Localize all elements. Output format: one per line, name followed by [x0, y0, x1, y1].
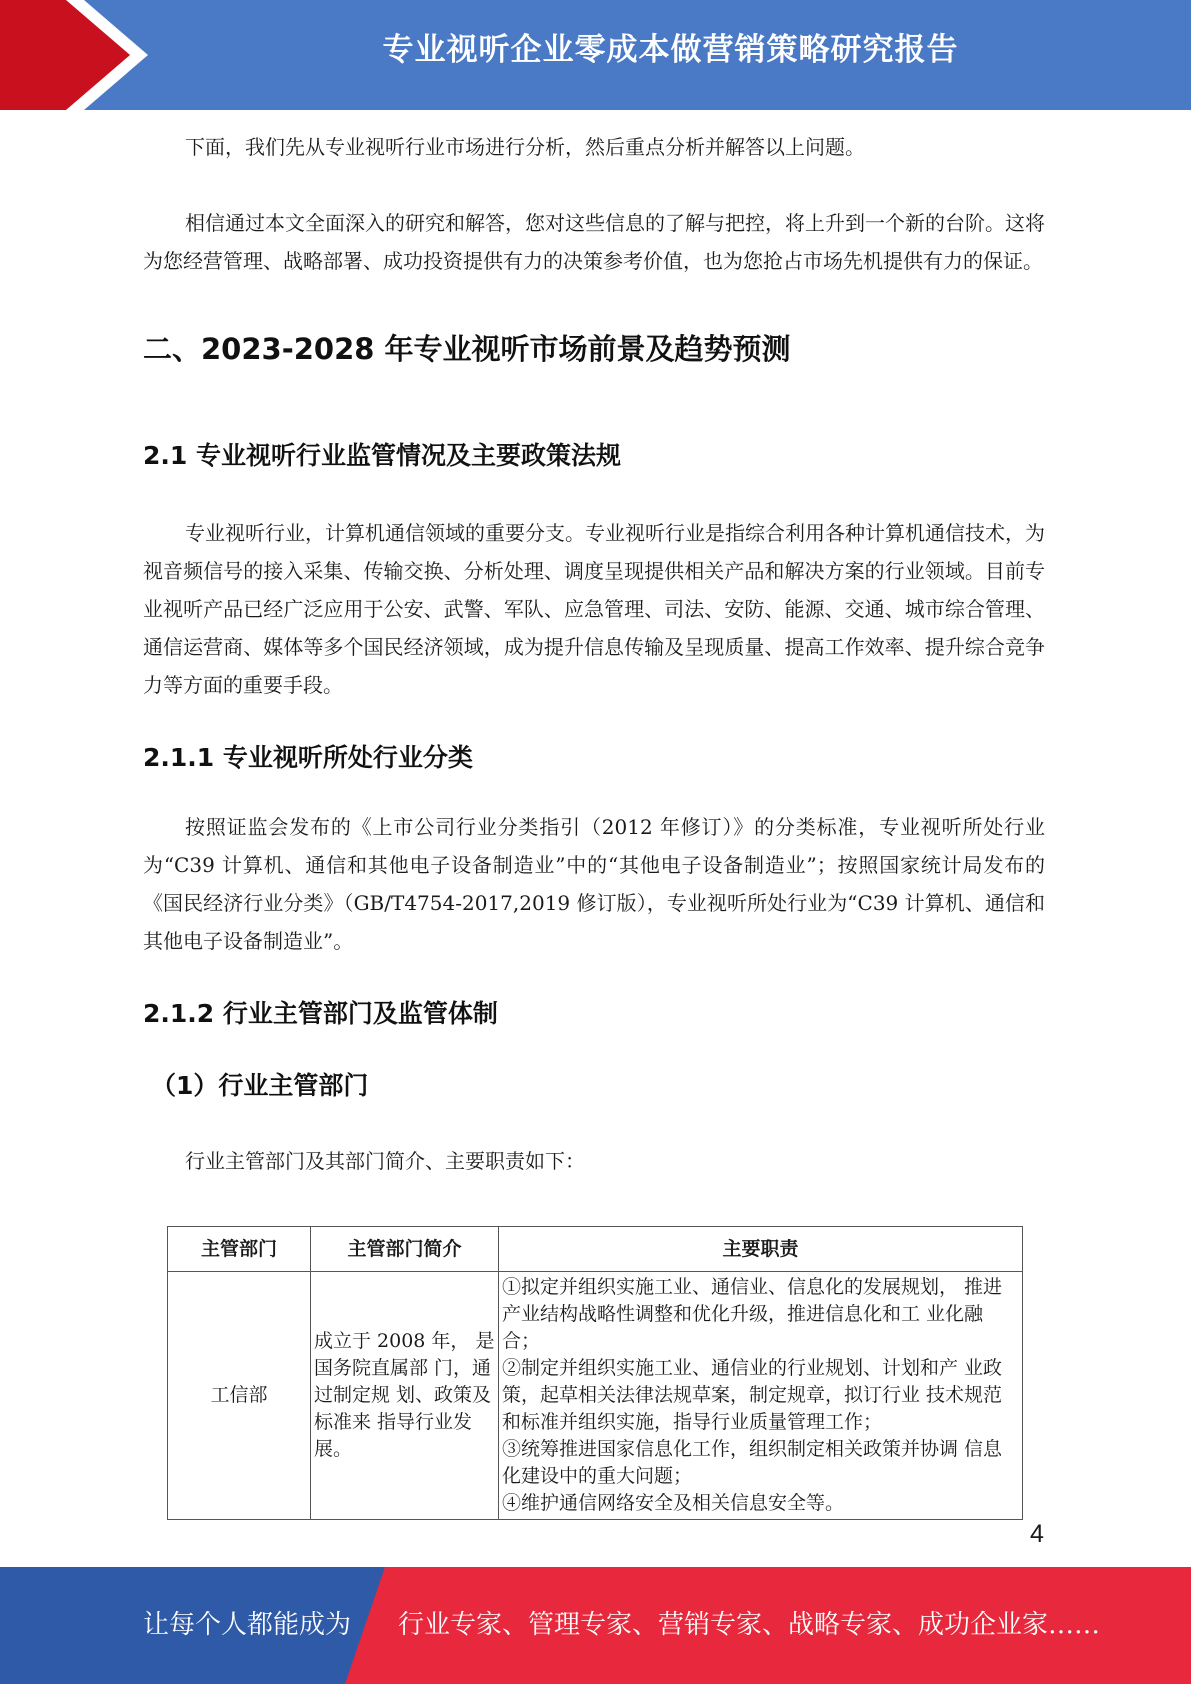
- page-footer: [0, 1567, 1191, 1684]
- paragraph-table-intro: 行业主管部门及其部门简介、主要职责如下：: [185, 1149, 585, 1173]
- header-title: 专业视听企业零成本做营销策略研究报告: [382, 32, 959, 68]
- paragraph-intro: 下面，我们先从专业视听行业市场进行分析，然后重点分析并解答以上问题。: [185, 135, 865, 159]
- section-heading: 二、2023-2028 年专业视听市场前景及趋势预测: [143, 332, 791, 366]
- footer-slogan-left: 让每个人都能成为: [143, 1610, 352, 1640]
- table-cell-duties: [499, 1272, 1023, 1520]
- subsection-heading-2-1-2: 2.1.2 行业主管部门及监管体制: [143, 999, 498, 1028]
- subsection-heading-2-1: 2.1 专业视听行业监管情况及主要政策法规: [143, 441, 621, 470]
- page-number: 4: [1030, 1520, 1044, 1548]
- paragraph-industry-classification: 按照证监会发布的《上市公司行业分类指引（2012 年修订）》的分类标准，专业视听所处行业为“C39 计算机、通信和其他电子设备制造业”中的“其他电子设备制造业”；按照国家统计局发布的《国民经济行业分类》（GB/T4754-2017,2019 修订版），专业视听所处行业为“C39 计算机、通信和其他电子设备制造业”。: [143, 815, 1045, 953]
- page-header: [0, 0, 1191, 110]
- duty-item: ①拟定并组织实施工业、通信业、信息化的发展规划， 推进产业结构战略性调整和优化升级，推进信息化和工 业化融合；: [502, 1276, 1003, 1352]
- duty-item: ④维护通信网络安全及相关信息安全等。: [502, 1492, 845, 1514]
- table-header-duties: 主要职责: [499, 1227, 1023, 1272]
- subsection-heading-2-1-1: 2.1.1 专业视听所处行业分类: [143, 743, 473, 772]
- authority-table: [167, 1226, 1023, 1520]
- table-header-dept: 主管部门: [168, 1227, 311, 1272]
- duty-item: ③统筹推进国家信息化工作，组织制定相关政策并协调 信息化建设中的重大问题；: [502, 1438, 1003, 1487]
- footer-slogan-right: 行业专家、管理专家、营销专家、战略专家、成功企业家……: [398, 1610, 1101, 1640]
- table-cell-dept: 工信部: [168, 1272, 311, 1520]
- duty-item: ②制定并组织实施工业、通信业的行业规划、计划和产 业政策，起草相关法律法规草案，制定规章，拟订行业 技术规范和标准并组织实施，指导行业质量管理工作；: [502, 1357, 1003, 1433]
- paragraph-value: 相信通过本文全面深入的研究和解答，您对这些信息的了解与把控，将上升到一个新的台阶。这将为您经营管理、战略部署、成功投资提供有力的决策参考价值，也为您抢占市场先机提供有力的保证。: [143, 211, 1045, 273]
- table-row: [168, 1272, 1023, 1520]
- document-body: [143, 128, 1045, 1180]
- paragraph-industry-overview: 专业视听行业，计算机通信领域的重要分支。专业视听行业是指综合利用各种计算机通信技术，为视音频信号的接入采集、传输交换、分析处理、调度呈现提供相关产品和解决方案的行业领域。目前专业视听产品已经广泛应用于公安、武警、军队、应急管理、司法、安防、能源、交通、城市综合管理、通信运营商、媒体等多个国民经济领域，成为提升信息传输及呈现质量、提高工作效率、提升综合竞争力等方面的重要手段。: [143, 521, 1045, 697]
- table-cell-intro: 成立于 2008 年， 是国务院直属部 门，通过制定规 划、政策及标准来 指导行业发展。: [311, 1272, 499, 1520]
- table-header-intro: 主管部门简介: [311, 1227, 499, 1272]
- table-header-row: [168, 1227, 1023, 1272]
- item-heading-authority: （1）行业主管部门: [151, 1071, 369, 1100]
